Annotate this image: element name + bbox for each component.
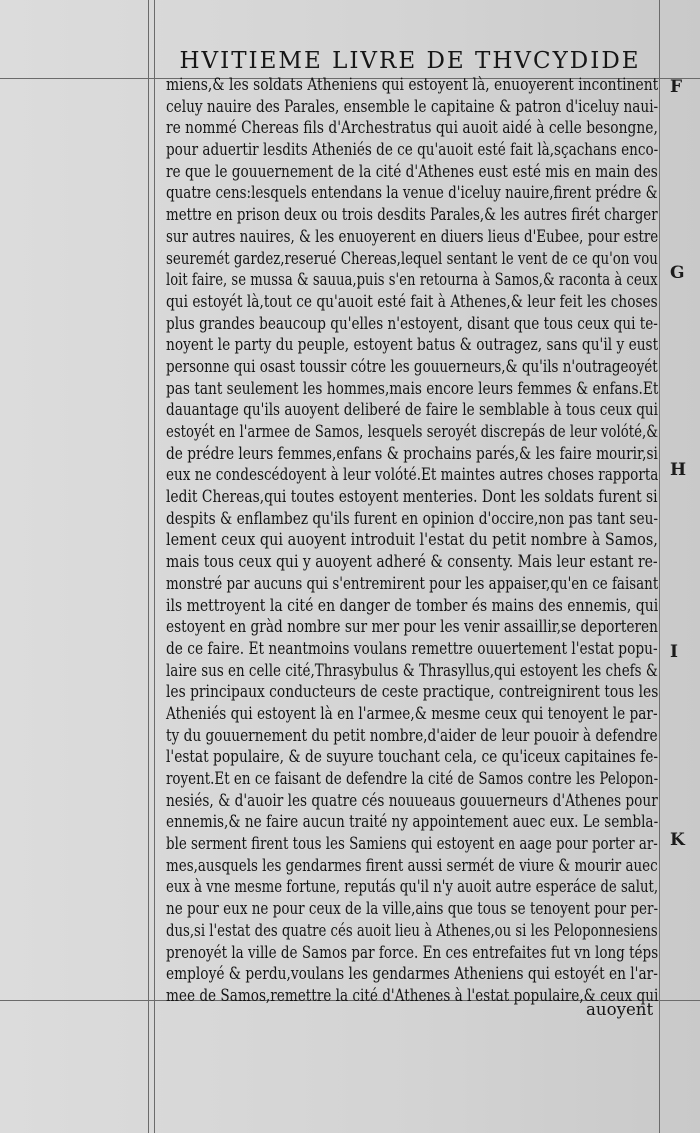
text-line: plus grandes beaucoup qu'elles n'estoyent, disant que tous ceux qui te- — [166, 313, 658, 333]
text-line: de prédre leurs femmes,enfans & prochains parés,& les faire mourir,si — [166, 443, 658, 463]
text-line: personne qui osast toussir cótre les gouuerneurs,& qu'ils n'outrageoyét — [166, 356, 658, 376]
text-line: despits & enflambez qu'ils furent en opinion d'occire,non pas tant seu- — [166, 508, 659, 528]
text-line: quatre cens:lesquels entendans la venue d'iceluy nauire,firent prédre & — [166, 183, 658, 203]
margin-marker-k: K — [670, 830, 685, 850]
text-line: royent.Et en ce faisant de defendre la cité de Samos contre les Pelopon- — [166, 769, 659, 788]
text-line: prenoyét la ville de Samos par force. En ces entrefaites fut vn long téps — [166, 942, 659, 962]
text-line: Atheniés qui estoyent là en l'armee,& mesme ceux qui tenoyent le par- — [166, 703, 658, 723]
running-header: HVITIEME LIVRE DE THVCYDIDE — [179, 48, 641, 74]
text-line: mettre en prison deux ou trois desdits Parales,& les autres firét charger — [166, 205, 658, 225]
text-line: noyent le party du peuple, estoyent batus & outragez, sans qu'il y eust — [166, 335, 659, 355]
text-line: re nommé Chereas fils d'Archestratus qui auoit aidé à celle besongne, — [166, 118, 658, 138]
text-line: de ce faire. Et neantmoins voulans remettre ouuertement l'estat popu- — [166, 638, 658, 658]
text-line: dauantage qu'ils auoyent deliberé de faire le semblable à tous ceux qui — [166, 400, 659, 420]
text-line: loit faire, se mussa & sauua,puis s'en retourna à Samos,& raconta à ceux — [166, 270, 658, 290]
frame-rule-left-inner — [154, 0, 155, 1133]
text-line: employé & perdu,voulans les gendarmes Atheniens qui estoyét en l'ar- — [166, 964, 658, 984]
text-line: estoyét en l'armee de Samos, lesquels seroyét discrepás de leur volóté,& — [166, 422, 659, 441]
margin-marker-f: F — [670, 77, 683, 97]
text-line: laire sus en celle cité,Thrasybulus & Thrasyllus,qui estoyent les chefs & — [166, 660, 658, 680]
text-line: dus,si l'estat des quatre cés auoit lieu à Athenes,ou si les Peloponnesiens — [166, 920, 658, 940]
text-line: pas tant seulement les hommes,mais encore leurs femmes & enfans.Et — [166, 378, 659, 398]
margin-marker-g: G — [670, 263, 685, 283]
text-line: eux à vne mesme fortune, reputás qu'il n'y auoit autre esperáce de salut, — [166, 877, 659, 897]
text-line: l'estat populaire, & de suyure touchant cela, ce qu'iceux capitaines fe- — [166, 747, 659, 767]
text-line: nesiés, & d'auoir les quatre cés nouueaus gouuerneurs d'Athenes pour — [166, 790, 658, 810]
text-line: seuremét gardez,reserué Chereas,lequel sentant le vent de ce qu'on vou — [166, 248, 658, 268]
text-line: sur autres nauires, & les enuoyerent en diuers lieus d'Eubee, pour estre — [166, 226, 659, 246]
text-block — [166, 74, 662, 1007]
text-line: miens,& les soldats Atheniens qui estoyent là, enuoyerent incontinent — [166, 75, 659, 94]
text-line: pour aduertir lesdits Atheniés de ce qu'auoit esté fait là,sçachans enco- — [166, 140, 659, 160]
text-line: re que le gouuernement de la cité d'Athenes eust esté mis en main des — [166, 161, 658, 181]
text-line: ty du gouuernement du petit nombre,d'aider de leur pouoir à defendre — [166, 725, 658, 745]
text-line: ne pour eux ne pour ceux de la ville,ains que tous se tenoyent pour per- — [166, 899, 659, 919]
text-line: mee de Samos,remettre la cité d'Athenes à l'estat populaire,& ceux qui — [166, 985, 659, 1005]
text-line: estoyent en gràd nombre sur mer pour les venir assaillir,se deporteren — [166, 617, 658, 637]
text-line: eux ne condescédoyent à leur volóté.Et maintes autres choses rapporta — [166, 465, 659, 485]
frame-rule-left — [148, 0, 149, 1133]
text-line: ils mettroyent la cité en danger de tomber és mains des ennemis, qui — [166, 595, 659, 615]
margin-marker-i: I — [670, 642, 678, 662]
text-line: mais tous ceux qui y auoyent adheré & consenty. Mais leur estant re- — [166, 552, 658, 572]
text-line: ble serment firent tous les Samiens qui estoyent en aage pour porter ar- — [166, 834, 658, 854]
text-line: les principaux conducteurs de ceste practique, contreignirent tous les — [166, 682, 659, 702]
text-line: mes,ausquels les gendarmes firent aussi sermét de viure & mourir auec — [166, 855, 658, 875]
margin-marker-h: H — [670, 460, 687, 480]
text-line: monstré par aucuns qui s'entremirent pour les appaiser,qu'en ce faisant — [166, 573, 659, 593]
text-line: ledit Chereas,qui toutes estoyent menteries. Dont les soldats furent si — [166, 487, 658, 507]
text-line: lement ceux qui auoyent introduit l'estat du petit nombre à Samos, — [166, 530, 658, 550]
text-line: celuy nauire des Parales, ensemble le capitaine & patron d'iceluy naui- — [166, 96, 659, 116]
catchword: auoyent — [586, 1000, 654, 1019]
text-line: qui estoyét là,tout ce qu'auoit esté fait à Athenes,& leur feit les choses — [166, 291, 658, 311]
text-line: ennemis,& ne faire aucun traité ny appointement auec eux. Le sembla- — [166, 812, 659, 832]
